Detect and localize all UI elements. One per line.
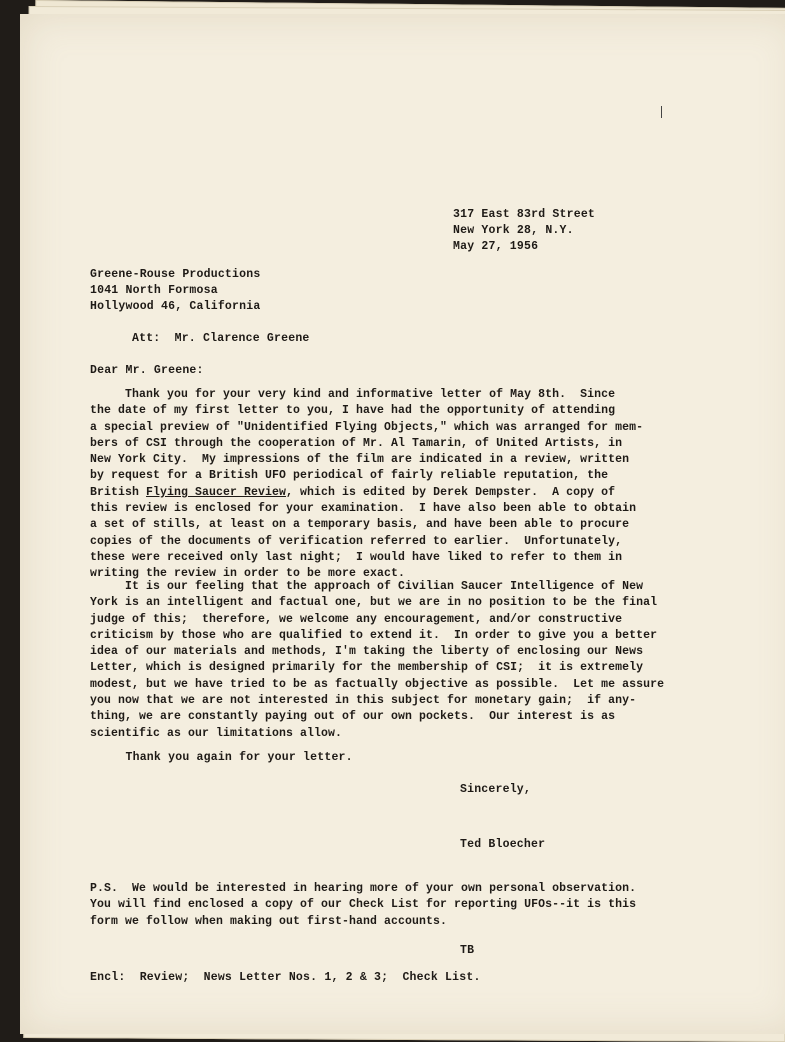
postscript-line: You will find enclosed a copy of our Check List for reporting UFOs--it is this xyxy=(90,898,637,912)
paragraph-line: York is an intelligent and factual one, but we are in no position to be the final xyxy=(90,596,658,610)
paragraph-2 xyxy=(90,579,664,742)
paragraph-line: copies of the documents of verification referred to earlier. Unfortunately, xyxy=(90,534,623,548)
sender-street: 317 East 83rd Street xyxy=(453,208,596,221)
pencil-mark xyxy=(661,106,662,118)
paragraph-3: Thank you again for your letter. xyxy=(90,751,353,764)
attention-line: Att: Mr. Clarence Greene xyxy=(132,332,310,345)
paragraph-line: judge of this; therefore, we welcome any encouragement, and/or constructive xyxy=(90,612,623,626)
signature: Ted Bloecher xyxy=(460,838,546,851)
paragraph-line: you now that we are not interested in this subject for monetary gain; if any- xyxy=(90,694,637,708)
paragraph-line: a special preview of "Unidentified Flying Objects," which was arranged for mem- xyxy=(90,420,644,434)
postscript xyxy=(90,881,636,930)
paragraph-line: bers of CSI through the cooperation of Mr. Al Tamarin, of United Artists, in xyxy=(90,436,623,450)
postscript-line: P.S. We would be interested in hearing more of your own personal observation. xyxy=(90,882,637,895)
sender-city: New York 28, N.Y. xyxy=(453,224,574,237)
paragraph-1 xyxy=(90,387,643,583)
salutation: Dear Mr. Greene: xyxy=(90,364,204,377)
recipient-line-2: 1041 North Formosa xyxy=(90,284,218,297)
paragraph-line: modest, but we have tried to be as factually objective as possible. Let me assure xyxy=(90,677,665,691)
postscript-line: form we follow when making out first-hand accounts. xyxy=(90,914,448,928)
letter-date: May 27, 1956 xyxy=(453,240,539,253)
paragraph-line: Letter, which is designed primarily for the membership of CSI; it is extremely xyxy=(90,661,644,675)
text-fragment: , which is edited by Derek Dempster. A copy of xyxy=(286,485,616,499)
recipient-line-3: Hollywood 46, California xyxy=(90,300,261,313)
text-fragment: British xyxy=(90,485,147,499)
initials: TB xyxy=(460,944,475,957)
paragraph-line: this review is enclosed for your examination. I have also been able to obtain xyxy=(90,502,637,516)
publication-title: Flying Saucer Review xyxy=(146,485,287,499)
paragraph-line: It is our feeling that the approach of Civilian Saucer Intelligence of New xyxy=(90,580,644,593)
recipient-line-1: Greene-Rouse Productions xyxy=(90,268,261,281)
paragraph-line xyxy=(90,485,643,501)
paragraph-line: the date of my first letter to you, I have had the opportunity of attending xyxy=(90,404,616,418)
letter-page xyxy=(20,14,785,1034)
enclosures: Encl: Review; News Letter Nos. 1, 2 & 3; Check List. xyxy=(90,971,481,984)
paragraph-line: criticism by those who are qualified to extend it. In order to give you a better xyxy=(90,628,658,642)
paragraph-line: scientific as our limitations allow. xyxy=(90,726,343,740)
paragraph-line: a set of stills, at least on a temporary basis, and have been able to procure xyxy=(90,518,630,532)
paragraph-line: these were received only last night; I would have liked to refer to them in xyxy=(90,550,623,564)
paragraph-line: thing, we are constantly paying out of our own pockets. Our interest is as xyxy=(90,710,616,724)
paragraph-line: Thank you for your very kind and informative letter of May 8th. Since xyxy=(90,388,616,401)
closing: Sincerely, xyxy=(460,783,532,796)
paragraph-line: writing the review in order to be more exact. xyxy=(90,567,406,581)
paragraph-line: by request for a British UFO periodical of fairly reliable reputation, the xyxy=(90,469,609,483)
paragraph-line: idea of our materials and methods, I'm taking the liberty of enclosing our News xyxy=(90,645,644,659)
paragraph-line: New York City. My impressions of the film are indicated in a review, written xyxy=(90,453,630,467)
